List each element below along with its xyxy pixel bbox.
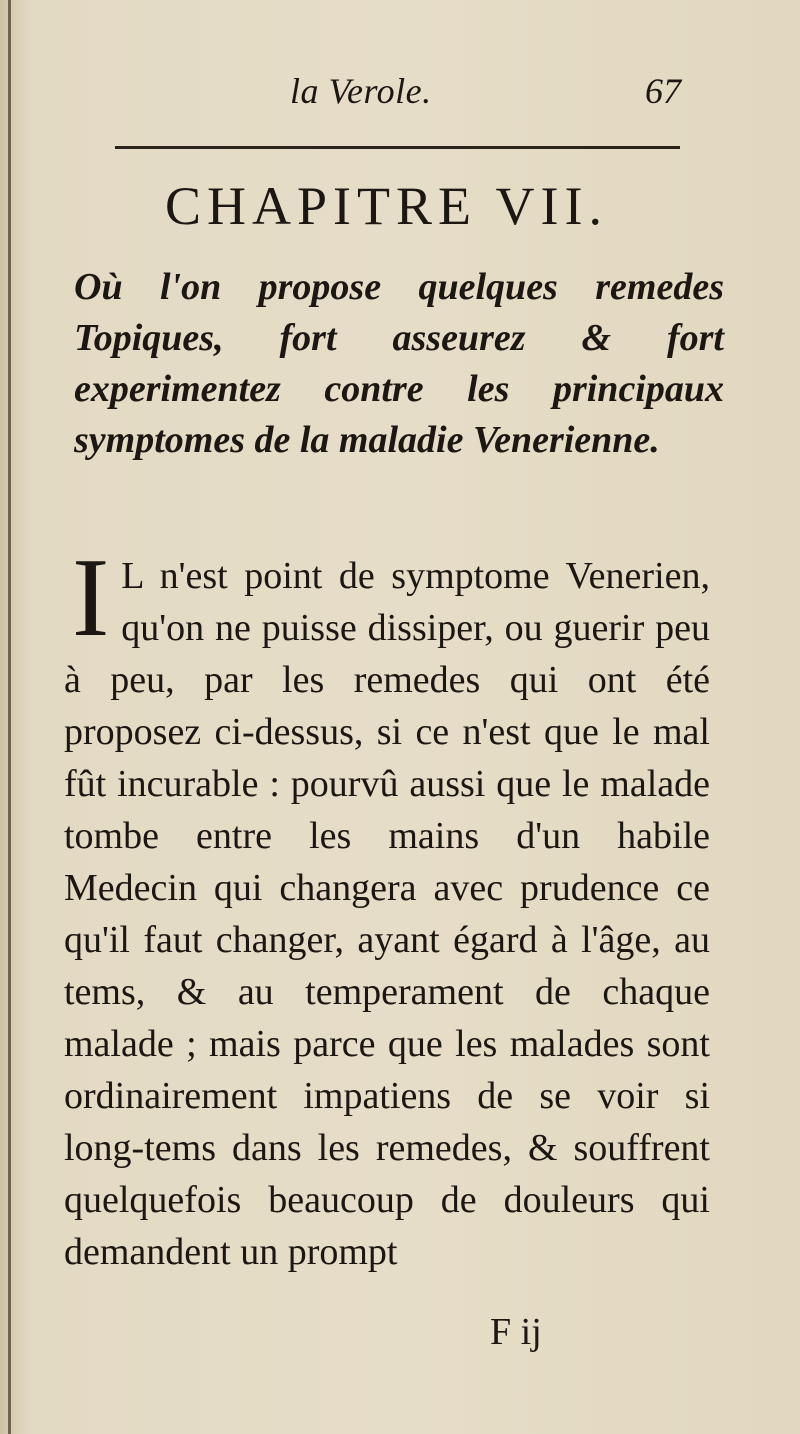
paragraph-text: L n'est point de symptome Venerien, qu'on ne puisse dissiper, ou guerir peu à peu, par les remedes qui ont été proposez ci-dessus, si ce n'est que le mal fût incurable : pourvû aussi que le malade tombe entre les mains d'un habile Medecin qui changera avec prudence ce qu'il faut changer, ayant égard à l'âge, au tems, & au temperament de chaque malade ; mais parce que les malades sont ordinairement impatiens de se voir si long-tems dans les remedes, & souffrent quelquefois beaucoup de douleurs qui demandent un prompt	[64, 555, 710, 1273]
chapter-summary: Où l'on propose quelques remedes Topiques, fort asseurez & fort experimentez contre les principaux symptomes de la maladie Venerienne.	[74, 266, 724, 461]
binding-edge	[8, 0, 11, 1434]
body-paragraph	[64, 536, 710, 1278]
drop-cap: I	[72, 536, 110, 660]
chapter-title: CHAPITRE VII.	[165, 176, 609, 236]
page-number: 67	[645, 71, 681, 111]
header-rule	[115, 146, 680, 149]
signature-mark: F ij	[490, 1311, 542, 1353]
running-head: la Verole.	[290, 71, 432, 111]
